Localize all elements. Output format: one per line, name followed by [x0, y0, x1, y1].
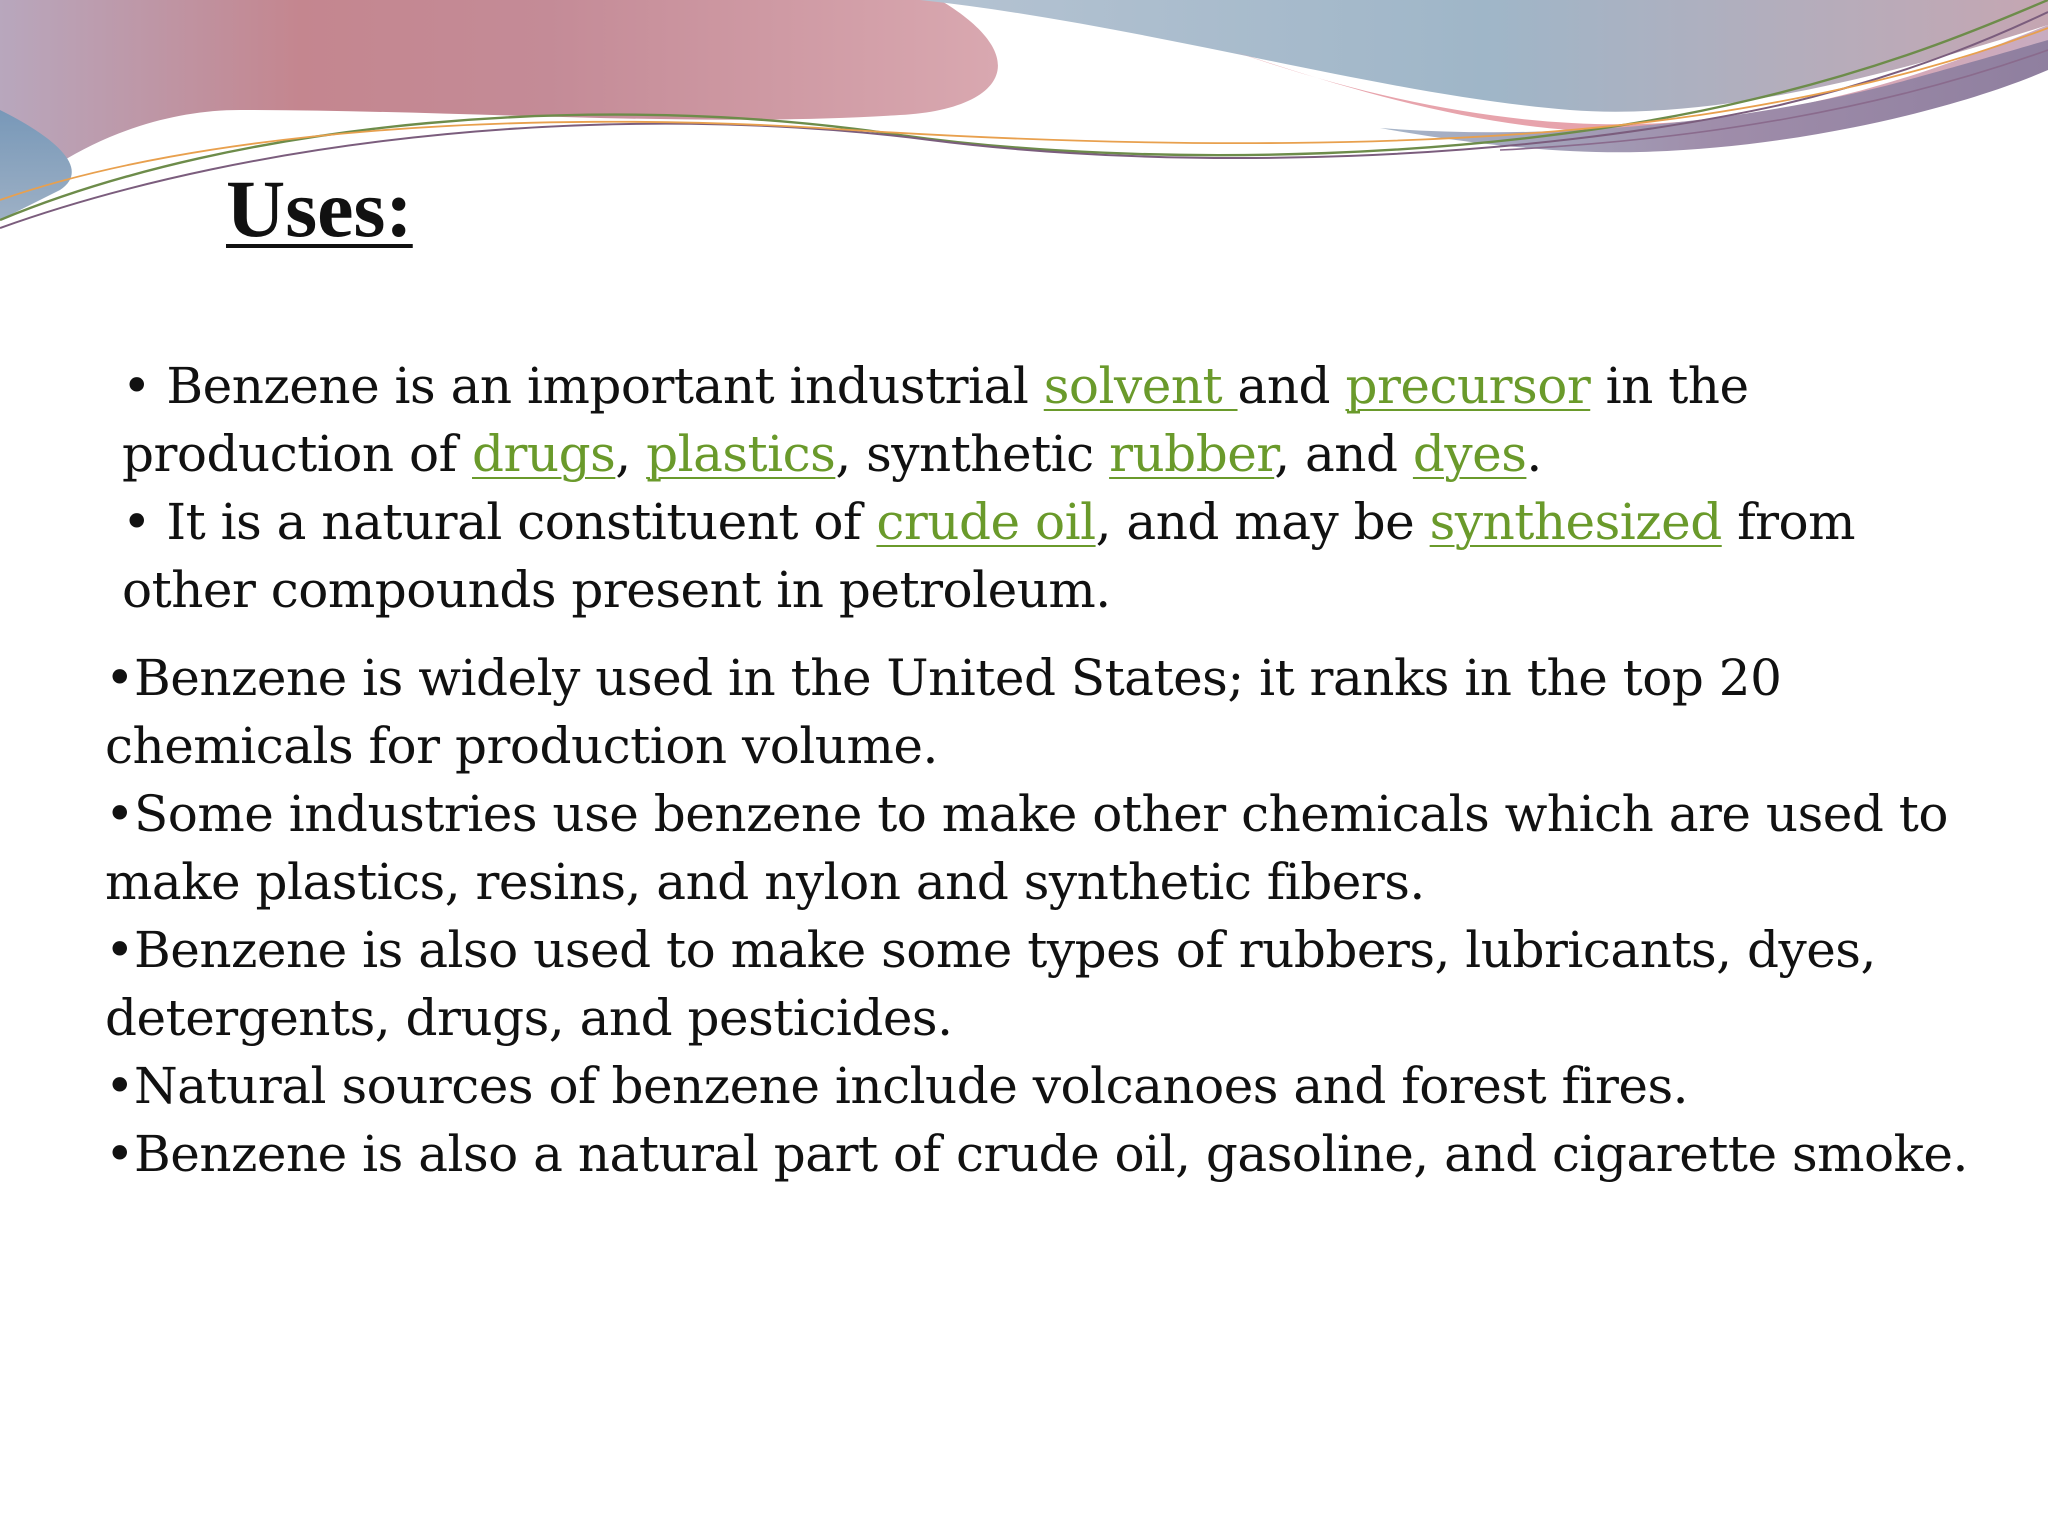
bullet-line: •Some industries use benzene to make other chemicals which are used to [105, 785, 1948, 843]
top-bullet-list [122, 352, 1922, 624]
bullet-widely-used [105, 644, 1965, 780]
bottom-bullet-list [105, 644, 1968, 1188]
link-drugs[interactable]: drugs [472, 425, 616, 483]
bullet-text: from [1721, 493, 1856, 551]
bullet-text: . [1526, 425, 1542, 483]
link-precursor[interactable]: precursor [1345, 357, 1591, 415]
link-plastics[interactable]: plastics [646, 425, 836, 483]
bullet-industries [105, 780, 1965, 916]
bullet-marker: • [122, 493, 151, 551]
link-solvent[interactable]: solvent [1043, 357, 1238, 415]
bullet-text: , synthetic [835, 425, 1110, 483]
bullet-text: Benzene is an important industrial [151, 357, 1044, 415]
bullet-line: •Benzene is also a natural part of crude oil, gasoline, and cigarette smoke. [105, 1125, 1968, 1183]
bullet-benzene-solvent [122, 352, 1922, 488]
bullet-line: •Natural sources of benzene include volcanoes and forest fires. [105, 1057, 1689, 1115]
bullet-text: in the [1590, 357, 1749, 415]
bullet-rubbers-lubricants [105, 916, 1965, 1052]
link-synthesized[interactable]: synthesized [1429, 493, 1722, 551]
bullet-text: , [615, 425, 647, 483]
bullet-text: , and [1274, 425, 1413, 483]
bullet-text: other compounds present in petroleum. [122, 561, 1111, 619]
bullet-text: , and may be [1095, 493, 1430, 551]
bullet-natural-sources [105, 1052, 1965, 1120]
bullet-text: production of [122, 425, 473, 483]
bullet-text: It is a natural constituent of [151, 493, 877, 551]
link-crude-oil[interactable]: crude oil [876, 493, 1096, 551]
bullet-line: detergents, drugs, and pesticides. [105, 989, 953, 1047]
bullet-text: and [1237, 357, 1346, 415]
bullet-natural-constituent [122, 488, 1922, 624]
bullet-marker: • [122, 357, 151, 415]
slide-title: Uses: [226, 163, 413, 254]
bullet-line: •Benzene is also used to make some types of rubbers, lubricants, dyes, [105, 921, 1876, 979]
link-rubber[interactable]: rubber [1109, 425, 1275, 483]
bullet-line: make plastics, resins, and nylon and synthetic fibers. [105, 853, 1425, 911]
link-dyes[interactable]: dyes [1412, 425, 1527, 483]
bullet-line: chemicals for production volume. [105, 717, 938, 775]
bullet-line: •Benzene is widely used in the United States; it ranks in the top 20 [105, 649, 1782, 707]
bullet-crude-oil-gasoline [105, 1120, 1968, 1188]
